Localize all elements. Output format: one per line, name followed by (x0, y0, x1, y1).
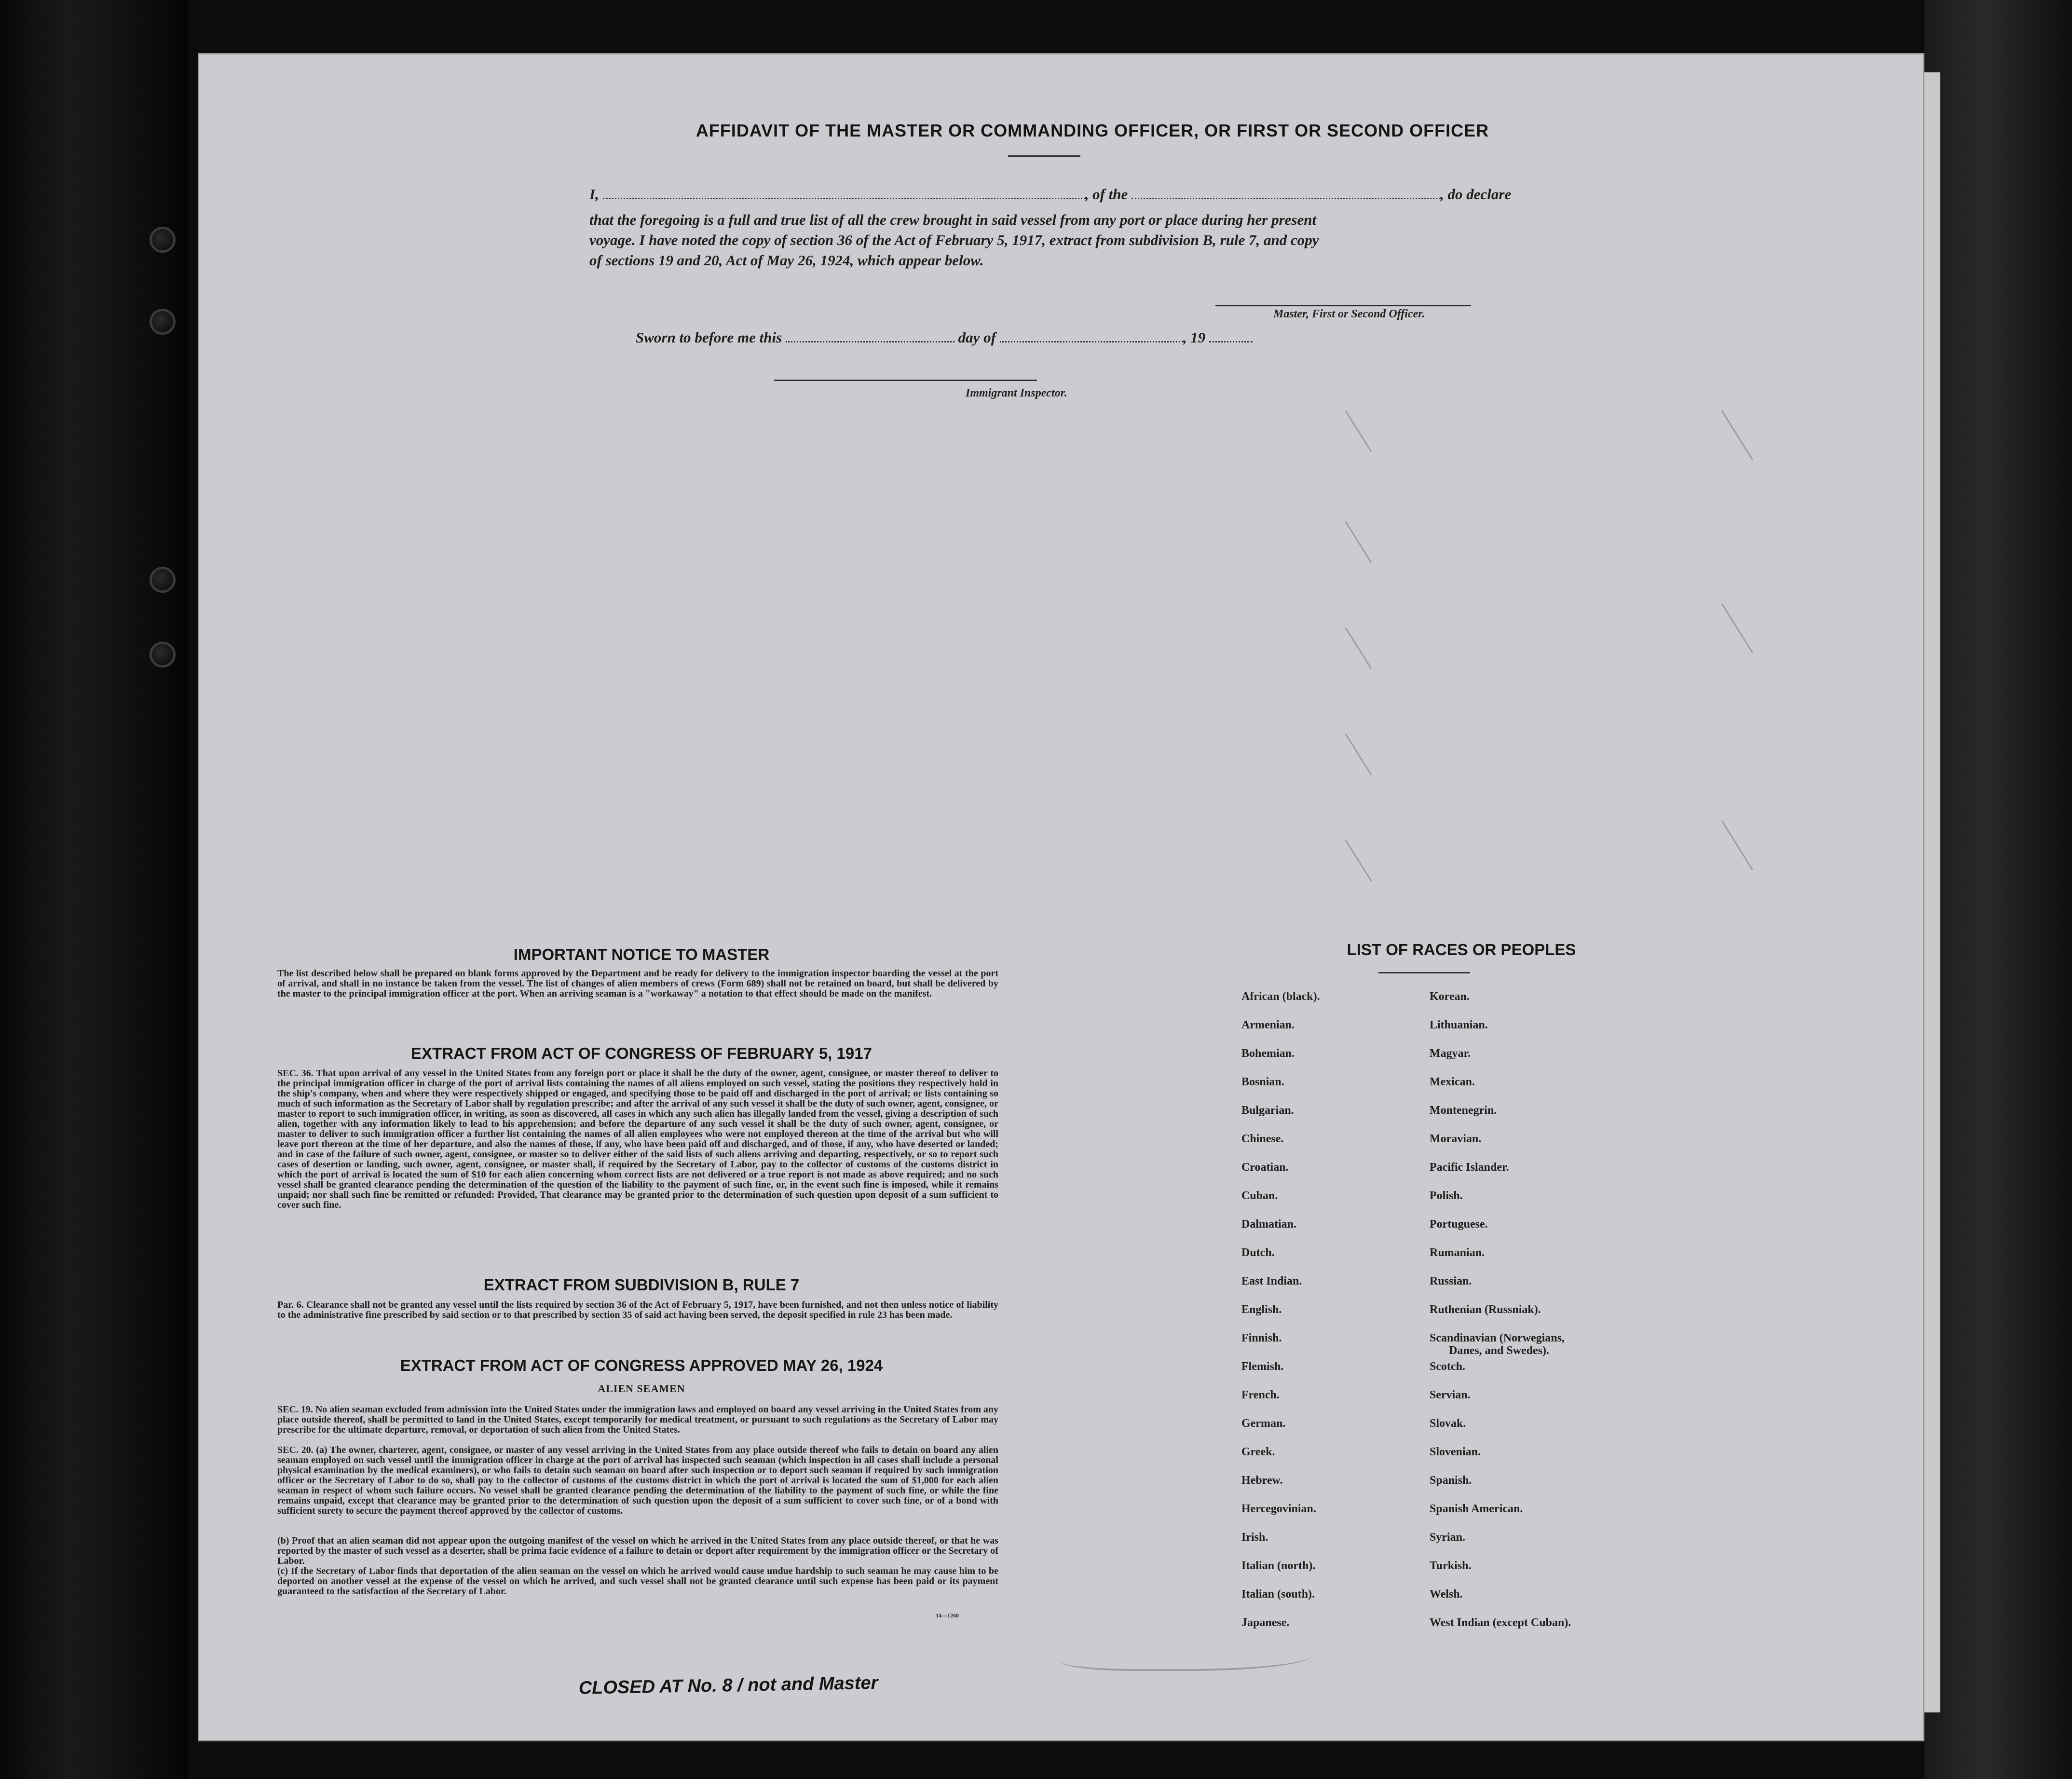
sworn-month-field[interactable] (1000, 341, 1183, 342)
races-title: LIST OF RACES OR PEOPLES (1347, 941, 1576, 958)
affidavit-title: AFFIDAVIT OF THE MASTER OR COMMANDING OFFICER, OR FIRST OR SECOND OFFICER (695, 121, 1489, 140)
inspector-signature-caption: Immigrant Inspector. (966, 387, 1067, 399)
extract-1917-body: SEC. 36. That upon arrival of any vessel in the United States from any foreign port or place it shall be the duty of the owner, agent, consignee, or master thereof to deliver to the principal immigration officer in charge of the port of arrival lists containing the names of all aliens employed on such vessel, stating the positions they respectively hold in the ship's company, when and where they were respectively shipped or engaged, and specifying those to be paid off and discharged in the port of arrival; or lists containing so much of such information as the Secretary of Labor shall by regulation prescribe; and after the arrival of any such vessel it shall be the duty of such owner, agent, consignee, or master to report to such immigration officer, in writing, as soon as discovered, all cases in which any such alien has illegally landed from the vessel, giving a description of such alien, together with any information likely to lead to his apprehension; and before the departure of any such vessel it shall be the duty of such owner, agent, consignee, or master to deliver to such immigration officer a further list containing the names of all alien employees who were not employed thereon at the time of the arrival but who will leave port thereon at the time of her departure, and also the names of those, if any, who have been paid off and discharged, and of those, if any, who have deserted or landed; and in case of the failure of such owner, agent, consignee, or master so to deliver either of the said lists of such aliens arriving and departing, respectively, or so to report such cases of desertion or landing, such owner, agent, consignee, or master shall, if required by the Secretary of Labor, pay to the collector of customs of the customs district in which the port of arrival is located the sum of $10 for each alien concerning whom correct lists are not delivered or a true report is not made as above required; and no such vessel shall be granted clearance pending the determination of the question of the liability to the payment of such fine, or, in the event such fine is imposed, while it remains unpaid; nor shall such fine be remitted or refunded: Provided, That clearance may be granted prior to the determination of such question upon deposit of a sum sufficient to cover such fine. (277, 1068, 998, 1210)
list-item: Montenegrin. (1430, 1104, 1497, 1117)
list-item: Bohemian. (1241, 1047, 1295, 1060)
list-item: Syrian. (1430, 1531, 1466, 1544)
vessel-name-field[interactable] (1131, 198, 1440, 199)
binder-hole (152, 229, 173, 250)
sworn-line (636, 329, 1253, 346)
list-item: French. (1241, 1389, 1280, 1401)
list-item: Hercegovinian. (1241, 1503, 1316, 1515)
list-item: Croatian. (1241, 1161, 1289, 1174)
list-item: Dutch. (1241, 1246, 1275, 1259)
list-item: Bulgarian. (1241, 1104, 1294, 1117)
binder-hole (152, 644, 173, 665)
races-list-left (1241, 990, 1320, 1645)
alien-seamen-subtitle: ALIEN SEAMEN (598, 1382, 685, 1395)
inspector-signature-line[interactable] (774, 380, 1037, 381)
declaration-line-2: that the foregoing is a full and true list of all the crew brought in said vessel from any port or place during her present (589, 211, 1317, 228)
list-item: Chinese. (1241, 1133, 1284, 1145)
list-item: Japanese. (1241, 1616, 1290, 1629)
list-item: Ruthenian (Russniak). (1430, 1303, 1541, 1316)
binder-background-right (1924, 0, 2072, 1779)
vessel-label: , of the (1085, 186, 1128, 203)
binder-background (0, 0, 188, 1779)
list-item: Bosnian. (1241, 1076, 1284, 1088)
rule-7-body: Par. 6. Clearance shall not be granted any vessel until the lists required by section 36 of the Act of February 5, 1917, have been furnished, and not then unless notice of liability to the administrative fine prescribed by said section or to that prescribed by section 35 of said act having been served, the deposit specified in rule 23 has been made. (277, 1300, 998, 1320)
list-item: Slovak. (1430, 1417, 1466, 1430)
closed-stamp: CLOSED AT No. 8 / not and Master (578, 1672, 878, 1698)
list-item: Hebrew. (1241, 1474, 1283, 1487)
scandinavian-continuation: Danes, and Swedes). (1449, 1344, 1550, 1357)
list-item: Rumanian. (1430, 1246, 1485, 1259)
list-item: Spanish. (1430, 1474, 1472, 1487)
list-item: English. (1241, 1303, 1282, 1316)
title-rule (1008, 155, 1080, 157)
list-item: African (black). (1241, 990, 1320, 1003)
list-item: Pacific Islander. (1430, 1161, 1509, 1174)
list-item: Dalmatian. (1241, 1218, 1296, 1231)
list-item: Armenian. (1241, 1019, 1295, 1031)
sworn-year-field[interactable] (1209, 341, 1253, 342)
declaration-line-1 (589, 186, 1511, 203)
master-signature-caption: Master, First or Second Officer. (1273, 308, 1425, 320)
list-item: Korean. (1430, 990, 1470, 1003)
extract-1917-title: EXTRACT FROM ACT OF CONGRESS OF FEBRUARY 5, 1917 (411, 1044, 872, 1062)
list-item: Portuguese. (1430, 1218, 1488, 1231)
list-item: Italian (south). (1241, 1588, 1315, 1601)
binder-hole (152, 569, 173, 590)
notice-body: The list described below shall be prepared on blank forms approved by the Department and be ready for delivery to the immigration inspector boarding the vessel at the port of arrival, and shall in no instance be taken from the vessel. The list of changes of alien members of crews (Form 689) shall not be retained on board, but shall be delivered by the master to the principal immigration officer at the port. When an arriving seaman is a "workaway" a notation to that effect should be made on the manifest. (277, 968, 998, 999)
list-item: Polish. (1430, 1190, 1463, 1202)
binder-hole (152, 311, 173, 332)
list-item: Mexican. (1430, 1076, 1475, 1088)
scandinavian-label: Scandinavian (Norwegians, (1430, 1332, 1565, 1344)
sworn-date-field[interactable] (786, 341, 954, 342)
declarant-name-field[interactable] (603, 198, 1085, 199)
section-20b-text: (b) Proof that an alien seaman did not appear upon the outgoing manifest of the vessel on which he arrived in the United States from any place outside thereof, or that he was reported by the master of such vessel as a deserter, shall be prima facie evidence of a failure to detain or deport after requirement by the immigration officer or the Secretary of Labor. (277, 1535, 998, 1566)
declare-label: , do declare (1440, 186, 1512, 203)
list-item: Spanish American. (1430, 1503, 1523, 1515)
list-item: Russian. (1430, 1275, 1472, 1287)
list-item: Greek. (1241, 1446, 1275, 1458)
day-of-label: day of (958, 329, 996, 346)
list-item: Cuban. (1241, 1190, 1278, 1202)
list-item: Moravian. (1430, 1133, 1482, 1145)
list-item: West Indian (except Cuban). (1430, 1616, 1571, 1629)
rule-7-title: EXTRACT FROM SUBDIVISION B, RULE 7 (483, 1276, 800, 1294)
sworn-label: Sworn to before me this (636, 329, 782, 346)
list-item: Flemish. (1241, 1360, 1284, 1373)
list-item: East Indian. (1241, 1275, 1302, 1287)
master-signature-line[interactable] (1215, 305, 1471, 306)
list-item (1430, 1332, 1571, 1360)
list-item: German. (1241, 1417, 1286, 1430)
year-label: , 19 (1183, 329, 1206, 346)
list-item: Finnish. (1241, 1332, 1282, 1344)
declaration-line-4: of sections 19 and 20, Act of May 26, 1924, which appear below. (589, 252, 984, 269)
races-title-rule (1378, 972, 1470, 973)
declaration-line-3: voyage. I have noted the copy of section 36 of the Act of February 5, 1917, extract from subdivision B, rule 7, and copy (589, 232, 1319, 248)
list-item: Italian (north). (1241, 1560, 1316, 1572)
list-item: Irish. (1241, 1531, 1268, 1544)
section-20a-text: SEC. 20. (a) The owner, charterer, agent, consignee, or master of any vessel arriving in the United States from any place outside thereof who fails to detain on board any alien seaman employed on such vessel until the immigration officer in charge at the port of arrival has inspected such seaman (which inspection in all cases shall include a personal physical examination by the medical examiners), or who fails to detain such seaman on board after such inspection or to deport such seaman if required by such immigration officer or the Secretary of Labor to do so, shall pay to the collector of customs of the customs district in which the port of arrival is located the sum of $1,000 for each alien seaman in respect of whom such failure occurs. No vessel shall be granted clearance pending the determination of the liability to the payment of such fine, or while the fine remains unpaid, except that clearance may be granted prior to the determination of such question upon the deposit of a sum sufficient to cover such fine, or of a bond with sufficient surety to secure the payment thereof approved by the collector of customs. (277, 1445, 998, 1516)
section-20c-text: (c) If the Secretary of Labor finds that deportation of the alien seaman on the vessel on which he arrived would cause undue hardship to such seaman he may cause him to be deported on another vessel at the expense of the vessel on which he arrived, and such vessel shall not be granted clearance until such expense has been paid or its payment guaranteed to the satisfaction of the Secretary of Labor. (277, 1566, 998, 1597)
declarant-label: I, (589, 186, 599, 203)
list-item: Scotch. (1430, 1360, 1465, 1373)
list-item: Servian. (1430, 1389, 1471, 1401)
list-item: Welsh. (1430, 1588, 1463, 1601)
list-item: Magyar. (1430, 1047, 1471, 1060)
list-item: Turkish. (1430, 1560, 1472, 1572)
faint-signature (1061, 1640, 1312, 1671)
list-item: Slovenian. (1430, 1446, 1481, 1458)
form-number: 14—1260 (936, 1612, 959, 1619)
notice-title: IMPORTANT NOTICE TO MASTER (513, 945, 770, 963)
section-19-text: SEC. 19. No alien seaman excluded from admission into the United States under the immigration laws and employed on board any vessel arriving in the United States from any place outside thereof, shall be permitted to land in the United States, except temporarily for medical treatment, or pursuant to such regulations as the Secretary of Labor may prescribe for the ultimate departure, removal, or deportation of such alien from the United States. (277, 1404, 998, 1435)
extract-1924-title: EXTRACT FROM ACT OF CONGRESS APPROVED MAY 26, 1924 (400, 1356, 883, 1374)
list-item: Lithuanian. (1430, 1019, 1488, 1031)
races-list-right (1430, 990, 1571, 1645)
